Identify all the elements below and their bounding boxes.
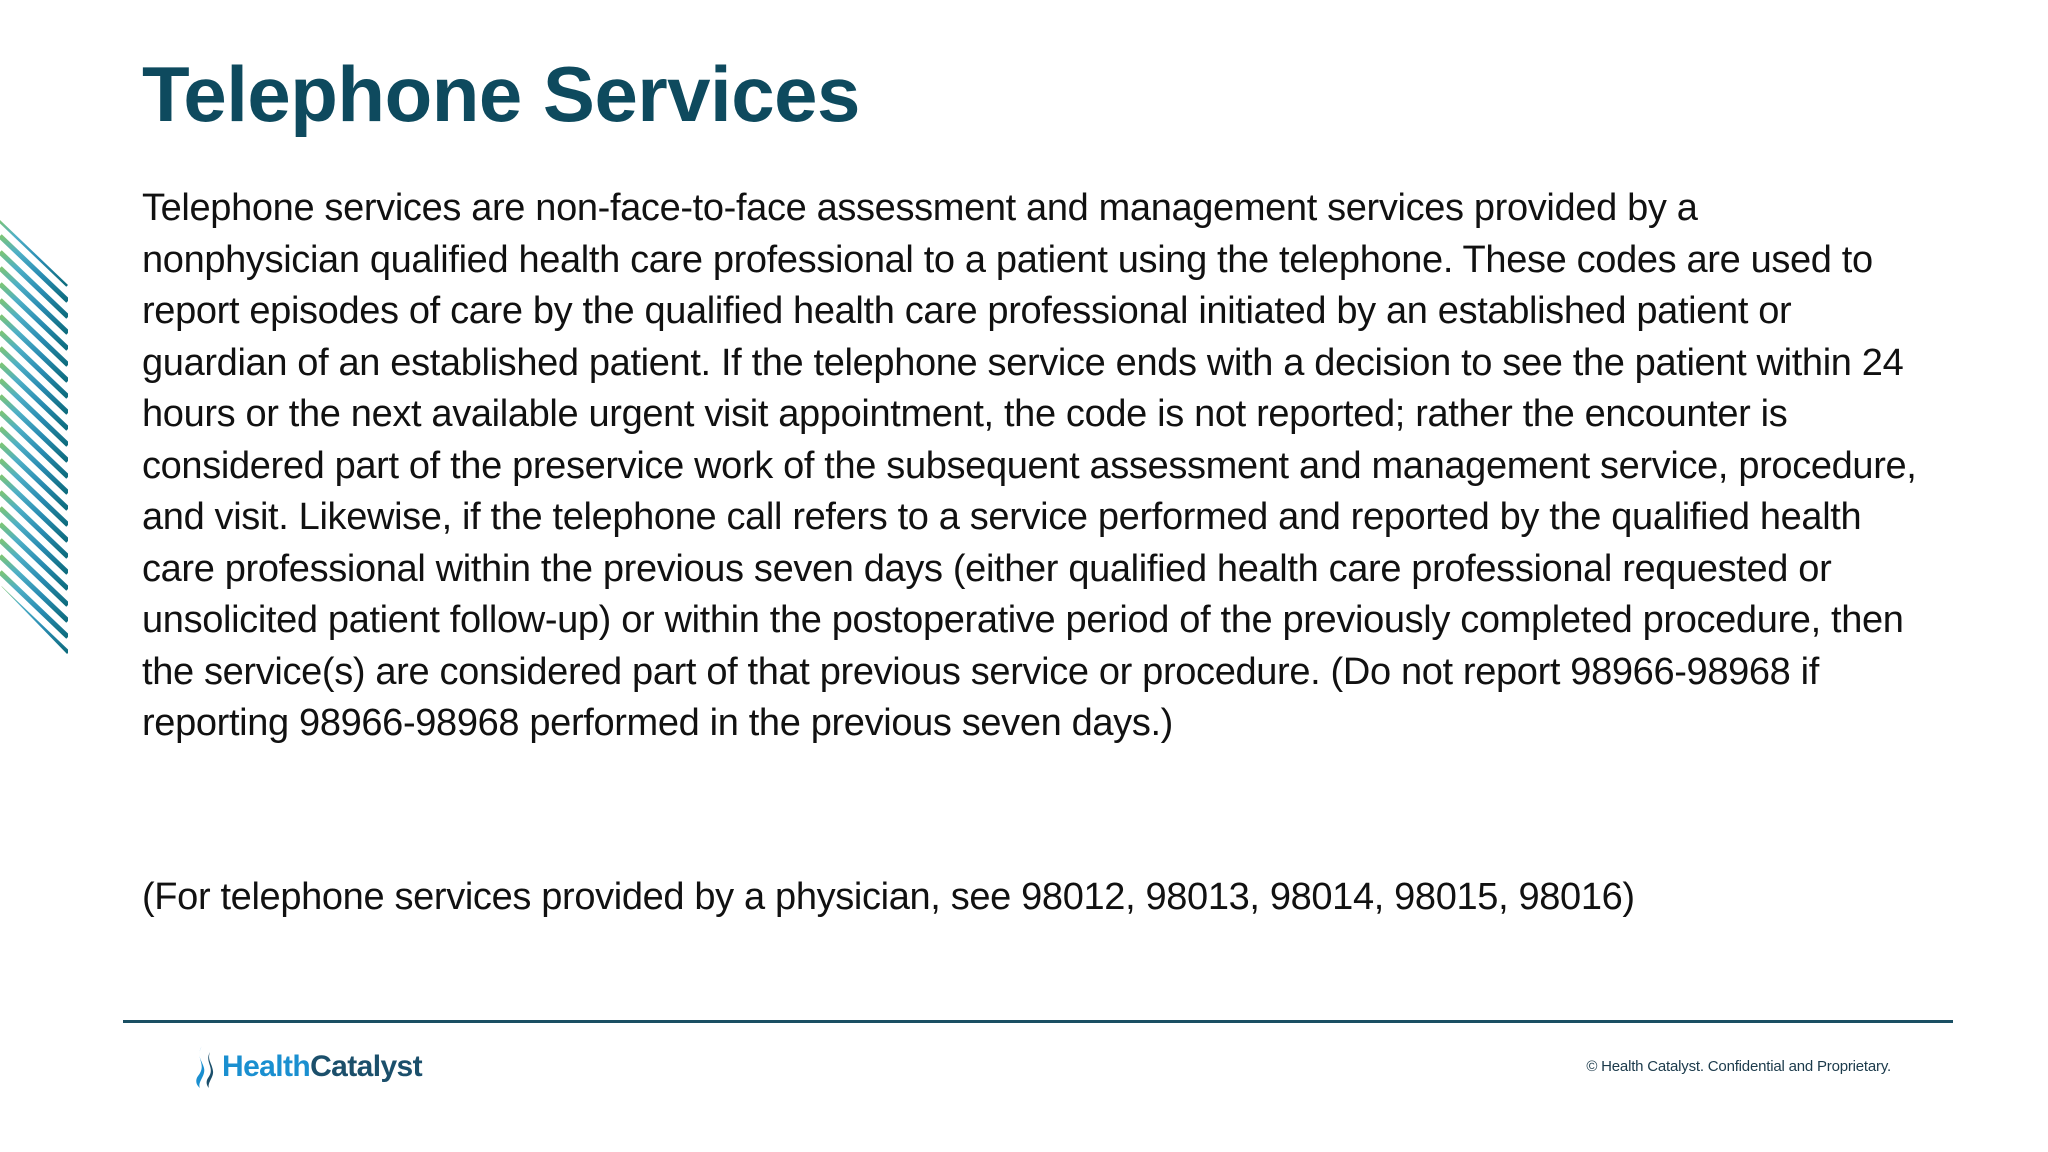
- footer-divider: [123, 1020, 1953, 1023]
- logo-word-catalyst: Catalyst: [310, 1050, 423, 1083]
- logo-word-health: Health: [222, 1050, 311, 1083]
- physician-note: (For telephone services provided by a physician, see 98012, 98013, 98014, 98015, 98016): [142, 876, 1635, 918]
- body-paragraph: Telephone services are non-face-to-face assessment and management services provided by a nonphysician qualified health care professional to a patient using the telephone. These codes are used to report episodes of care by the qualified health care professional initiated by an established patient or guardian of an established patient. If the telephone service ends with a decision to see the patient within 24 hours or the next available urgent visit appointment, the code is not reported; rather the encounter is considered part of the preservice work of the subsequent assessment and management service, procedure, and visit. Likewise, if the telephone call refers to a service performed and reported by the qualified health care professional within the previous seven days (either qualified health care professional requested or unsolicited patient follow-up) or within the postoperative period of the previously completed procedure, then the service(s) are considered part of that previous service or procedure. (Do not report 98966-98968 if reporting 98966-98968 performed in the previous seven days.): [142, 187, 1917, 744]
- flame-icon: [192, 1044, 218, 1090]
- copyright-notice: © Health Catalyst. Confidential and Proprietary.: [1586, 1058, 1891, 1075]
- health-catalyst-logo: [192, 1044, 422, 1090]
- slide-title: Telephone Services: [142, 50, 860, 138]
- decorative-stripes-icon: [0, 220, 68, 655]
- logo-wordmark: [222, 1044, 422, 1090]
